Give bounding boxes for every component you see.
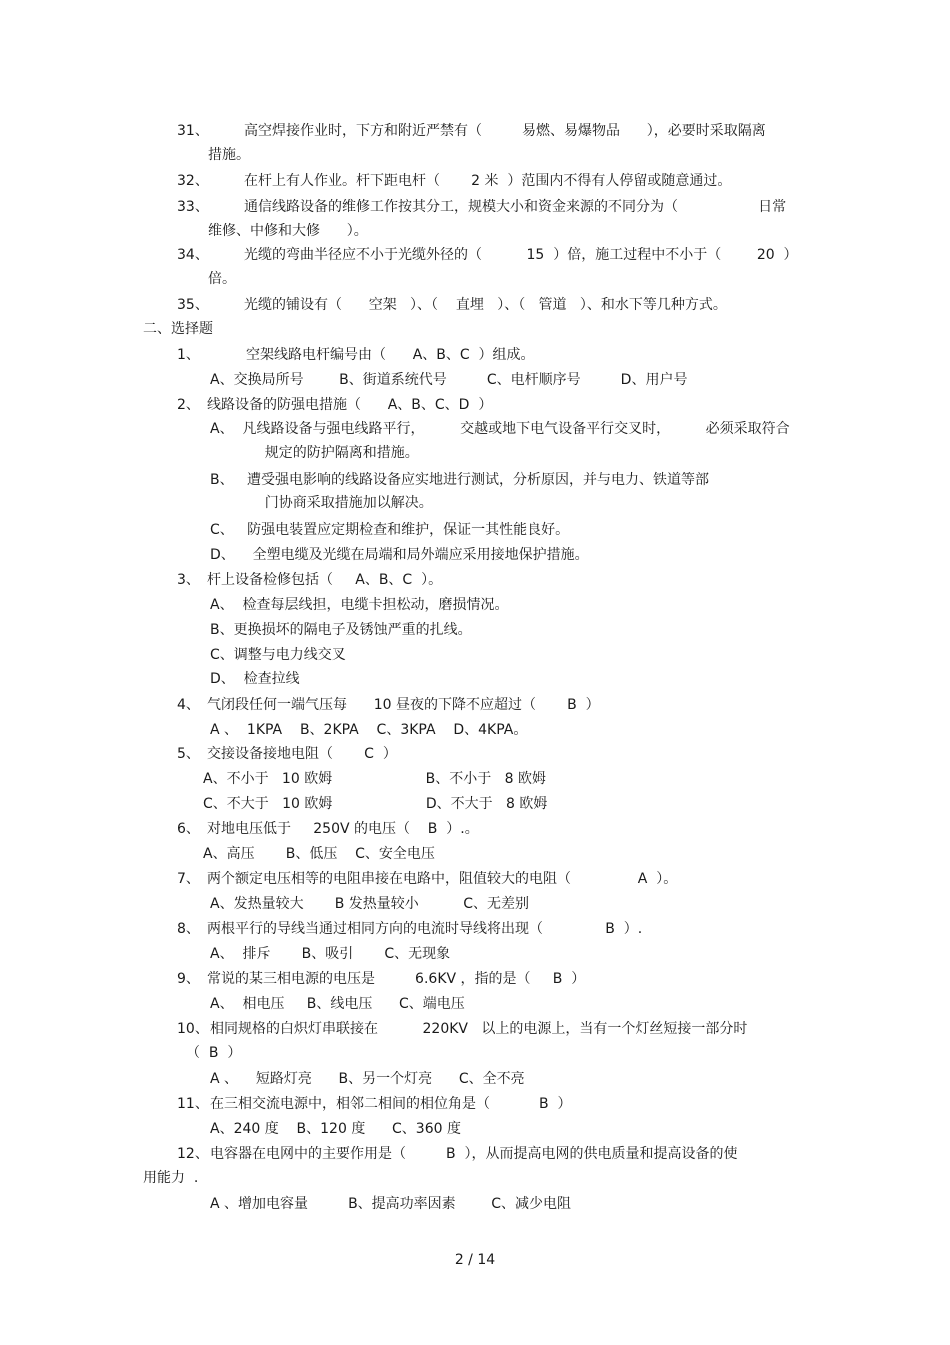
question-text-continued: （ B ） xyxy=(186,1045,242,1061)
item-text: 光缆的弯曲半径应不小于光缆外径的（ 15 ）倍，施工过程中不小于（ 20 ） xyxy=(244,247,798,263)
item-number: 35、 xyxy=(177,297,209,313)
item-number: 31、 xyxy=(177,123,209,139)
question-number: 1、 xyxy=(177,347,200,363)
option-line: A 、增加电容量 B、提高功率因素 C、减少电阻 xyxy=(210,1196,572,1212)
question-text-continued: 用能力 . xyxy=(143,1170,199,1186)
question-text: 电容器在电网中的主要作用是（ B ），从而提高电网的供电质量和提高设备的使 xyxy=(210,1146,738,1162)
question-text: 两个额定电压相等的电阻串接在电路中，阻值较大的电阻（ A ）。 xyxy=(207,871,678,887)
section-title: 二、选择题 xyxy=(143,321,213,337)
question-text: 两根平行的导线当通过相同方向的电流时导线将出现（ B ）. xyxy=(207,921,643,937)
item-text-continued: 倍。 xyxy=(208,271,236,287)
question-text: 气闭段任何一端气压每 10 昼夜的下降不应超过（ B ） xyxy=(207,697,600,713)
item-number: 33、 xyxy=(177,199,209,215)
item-text-continued: 维修、中修和大修 ）。 xyxy=(208,223,368,239)
question-text: 杆上设备检修包括（ A、B、C ）。 xyxy=(207,572,443,588)
option-line: A、 排斥 B、吸引 C、无现象 xyxy=(210,946,451,962)
option-line: A、不小于 10 欧姆 B、不小于 8 欧姆 xyxy=(203,771,546,787)
question-text: 相同规格的白炽灯串联接在 220KV 以上的电源上，当有一个灯丝短接一部分时 xyxy=(210,1021,748,1037)
option-line: A 、 短路灯亮 B、另一个灯亮 C、全不亮 xyxy=(210,1071,525,1087)
option-line: A、高压 B、低压 C、安全电压 xyxy=(203,846,435,862)
item-number: 32、 xyxy=(177,173,209,189)
option-line: D、 全塑电缆及光缆在局端和局外端应采用接地保护措施。 xyxy=(210,547,589,563)
item-text: 通信线路设备的维修工作按其分工，规模大小和资金来源的不同分为（ 日常 xyxy=(244,199,787,215)
question-number: 5、 xyxy=(177,746,200,762)
question-text: 交接设备接地电阻（ C ） xyxy=(207,746,397,762)
question-number: 8、 xyxy=(177,921,200,937)
item-number: 34、 xyxy=(177,247,209,263)
question-text: 对地电压低于 250V 的电压（ B ）.。 xyxy=(207,821,479,837)
option-line: 规定的防护隔离和措施。 xyxy=(238,445,419,461)
question-text: 线路设备的防强电措施（ A、B、C、D ） xyxy=(207,397,493,413)
question-number: 6、 xyxy=(177,821,200,837)
item-text-continued: 措施。 xyxy=(208,147,250,163)
item-text: 在杆上有人作业。杆下距电杆（ 2 米 ）范围内不得有人停留或随意通过。 xyxy=(244,173,732,189)
option-line: A、 检查每层线担，电缆卡担松动，磨损情况。 xyxy=(210,597,509,613)
question-number: 4、 xyxy=(177,697,200,713)
option-line: D、 检查拉线 xyxy=(210,671,300,687)
question-number: 9、 xyxy=(177,971,200,987)
option-line: A、 凡线路设备与强电线路平行， 交越或地下电气设备平行交叉时， 必须采取符合 xyxy=(210,421,790,437)
option-line: A、 相电压 B、线电压 C、端电压 xyxy=(210,996,465,1012)
option-line: C、不大于 10 欧姆 D、不大于 8 欧姆 xyxy=(203,796,548,812)
option-line: A、发热量较大 B 发热量较小 C、无差别 xyxy=(210,896,530,912)
option-line: B、更换损坏的隔电子及锈蚀严重的扎线。 xyxy=(210,622,472,638)
item-text: 光缆的铺设有（ 空架 ）、（ 直埋 ）、（ 管道 ）、和水下等几种方式。 xyxy=(244,297,727,313)
question-text: 空架线路电杆编号由（ A、B、C ）组成。 xyxy=(246,347,535,363)
option-line: 门协商采取措施加以解决。 xyxy=(238,495,433,511)
question-number: 11、 xyxy=(177,1096,209,1112)
option-line: A、交换局所号 B、街道系统代号 C、电杆顺序号 D、用户号 xyxy=(210,372,688,388)
question-text: 常说的某三相电源的电压是 6.6KV ，指的是（ B ） xyxy=(207,971,586,987)
question-number: 3、 xyxy=(177,572,200,588)
option-line: B、 遭受强电影响的线路设备应实地进行测试，分析原因，并与电力、铁道等部 xyxy=(210,472,709,488)
option-line: A、240 度 B、120 度 C、360 度 xyxy=(210,1121,461,1137)
question-number: 10、 xyxy=(177,1021,209,1037)
question-number: 12、 xyxy=(177,1146,209,1162)
option-line: C、 防强电装置应定期检查和维护，保证一其性能良好。 xyxy=(210,522,570,538)
question-number: 2、 xyxy=(177,397,200,413)
question-number: 7、 xyxy=(177,871,200,887)
page-number: 2 / 14 xyxy=(454,1252,496,1268)
option-line: C、调整与电力线交叉 xyxy=(210,647,346,663)
option-line: A 、 1KPA B、2KPA C、3KPA D、4KPA。 xyxy=(210,722,528,738)
item-text: 高空焊接作业时，下方和附近严禁有（ 易燃、易爆物品 ），必要时采取隔离 xyxy=(244,123,766,139)
question-text: 在三相交流电源中，相邻二相间的相位角是（ B ） xyxy=(210,1096,572,1112)
